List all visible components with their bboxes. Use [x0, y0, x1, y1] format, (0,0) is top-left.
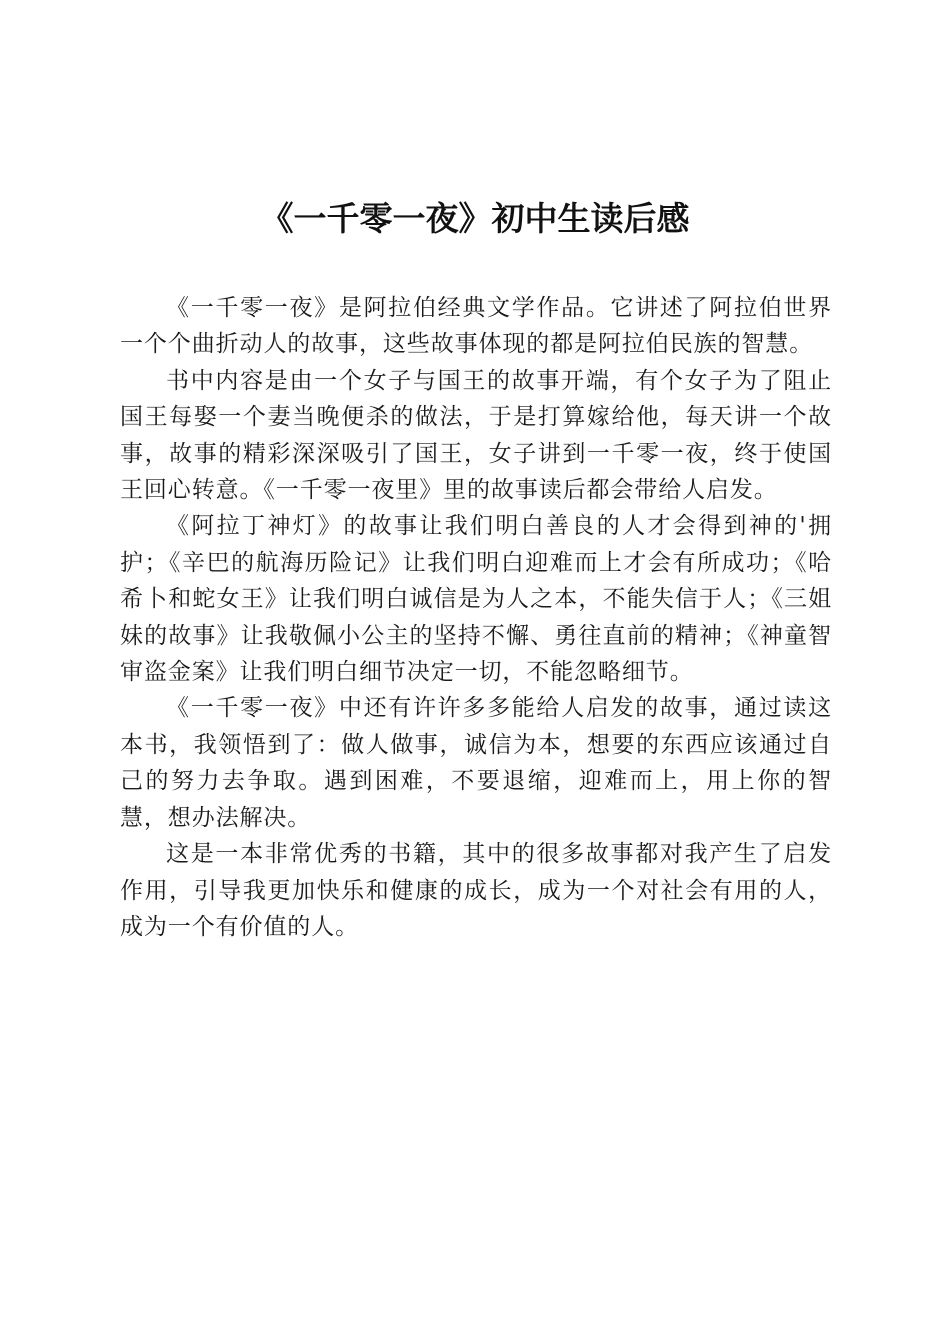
document-title: 《一千零一夜》初中生读后感: [260, 199, 690, 238]
paragraph: 《一千零一夜》是阿拉伯经典文学作品。它讲述了阿拉伯世界一个个曲折动人的故事，这些故事体现的都是阿拉伯民族的智慧。: [120, 295, 832, 358]
paragraph: 书中内容是由一个女子与国王的故事开端，有个女子为了阻止国王每娶一个妻当晚便杀的做法，于是打算嫁给他，每天讲一个故事，故事的精彩深深吸引了国王，女子讲到一千零一夜，终于使国王回心转意。《一千零一夜里》里的故事读后都会带给人启发。: [120, 367, 832, 504]
paragraph: 这是一本非常优秀的书籍，其中的很多故事都对我产生了启发作用，引导我更加快乐和健康的成长，成为一个对社会有用的人，成为一个有价值的人。: [120, 841, 832, 940]
paragraph: 《一千零一夜》中还有许许多多能给人启发的故事，通过读这本书，我领悟到了：做人做事，诚信为本，想要的东西应该通过自己的努力去争取。遇到困难，不要退缩，迎难而上，用上你的智慧，想办法解决。: [120, 695, 832, 831]
document-body: [120, 290, 832, 945]
paragraph: 《阿拉丁神灯》的故事让我们明白善良的人才会得到神的'拥护；《辛巴的航海历险记》让我们明白迎难而上才会有所成功；《哈希卜和蛇女王》让我们明白诚信是为人之本，不能失信于人；《三姐妹的故事》让我敬佩小公主的坚持不懈、勇往直前的精神；《神童智审盗金案》让我们明白细节决定一切，不能忽略细节。: [120, 513, 832, 686]
